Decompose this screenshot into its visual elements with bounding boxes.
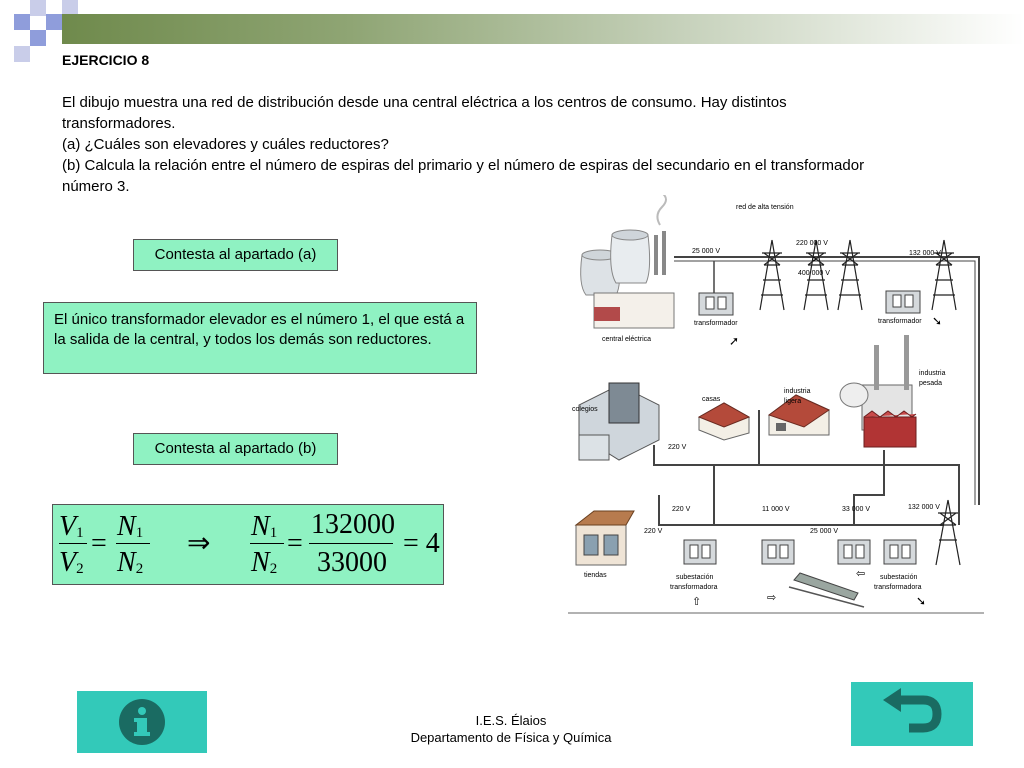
diagram-label-industria-ligera: ligera [784,398,802,405]
arrow-label-5: ⇦ [856,568,866,580]
arrow-label-6: ➘ [916,594,927,608]
formula-n2: $N_2$ [117,547,144,578]
fraction-bar [250,543,284,544]
heavy-industry-icon [840,335,916,447]
header-gradient-bar [62,14,1024,44]
formula-numerator: 132000 [311,509,395,540]
diagram-label-voltage: 132 000 V [908,504,940,511]
diagram-label-transformador: transformador [878,318,922,325]
diagram-label-transformador: transformador [694,320,738,327]
info-icon [77,691,207,753]
diagram-label-central: central eléctrica [602,336,652,343]
diagram-label-subestacion: transformadora [874,584,922,591]
formula-equals: = [91,528,107,559]
diagram-label-voltage: 400 000 V [798,270,830,277]
formula-denominator: 33000 [317,547,387,578]
schools-icon [579,383,659,460]
corner-square [46,14,62,30]
arrow-label-4: ⇨ [767,592,777,604]
footer-department: Departamento de Física y Química [410,730,612,745]
diagram-label-industria-ligera: industria [784,388,811,395]
formula-n1: $N_1$ [117,511,144,542]
arrow-label-3: ⇧ [692,596,702,608]
return-button[interactable] [851,682,973,746]
footer [380,712,642,746]
corner-square [14,46,30,62]
transformer-icon [886,291,920,313]
corner-square [14,14,30,30]
substation-transformer-icon [838,540,870,564]
diagram-label-voltage: 25 000 V [810,528,839,535]
corner-square [62,0,78,14]
arrow-label-2: ➘ [932,314,943,328]
corner-square [30,0,46,16]
formula-box [52,504,444,585]
diagram-label-voltage: o [812,256,816,263]
diagram-label-voltage: 220 000 V [796,240,828,247]
substation-transformer-icon [762,540,794,564]
diagram-label-subestacion: transformadora [670,584,718,591]
exercise-title: EJERCICIO 8 [62,52,150,68]
shops-icon [576,511,634,565]
diagram-label-voltage: 220 V [644,528,663,535]
answer-a-button[interactable]: Contesta al apartado (a) [133,239,338,271]
substation-transformer-icon [684,540,716,564]
formula-v1: $V_1$ [59,511,84,542]
answer-b-button[interactable]: Contesta al apartado (b) [133,433,338,465]
formula-n2: $N_2$ [251,547,278,578]
diagram-label-subestacion: subestación [676,574,714,581]
formula-v2: $V_2$ [59,547,84,578]
corner-square [30,30,46,46]
statement-question-b: (b) Calcula la relación entre el número de espiras del primario y el número de espiras del secundario en el transformador número 3. [62,157,865,195]
arrow-label-1: ➚ [729,334,740,348]
diagram-label-tiendas: tiendas [584,572,607,579]
footer-school: I.E.S. Élaios [475,713,547,728]
diagram-label-casas: casas [702,396,721,403]
train-icon [789,573,864,607]
diagram-label-voltage: 25 000 V [692,248,721,255]
info-button[interactable] [77,691,207,753]
exercise-statement [62,92,892,197]
diagram-label-colegios: colegios [572,406,598,413]
diagram-label-voltage: 11 000 V [762,506,790,513]
fraction-bar [309,543,393,544]
return-arrow-icon [851,682,973,746]
power-plant-icon [581,195,674,328]
substation-transformer-icon [884,540,916,564]
diagram-label-voltage: 220 V [668,444,687,451]
formula-result: = 4 [403,528,440,559]
distribution-network-diagram [564,195,990,619]
answer-a-text: El único transformador elevador es el número 1, el que está a la salida de la central, y todos los demás son reductores. [43,302,477,374]
formula-equals: = [287,528,303,559]
houses-icon [699,403,749,440]
fraction-bar [116,543,150,544]
diagram-label-industria-pesada: pesada [919,380,942,387]
diagram-label-industria-pesada: industria [919,370,946,377]
formula-implies: ⇒ [187,528,211,559]
statement-question-a: (a) ¿Cuáles son elevadores y cuáles reductores? [62,136,389,153]
diagram-title: red de alta tensión [736,204,794,211]
formula-n1: $N_1$ [251,511,278,542]
diagram-label-voltage: 220 V [672,506,691,513]
diagram-label-voltage: 33 000 V [842,506,871,513]
fraction-bar [59,543,87,544]
diagram-label-voltage: 132 000 V [909,250,941,257]
diagram-label-subestacion: subestación [880,574,918,581]
statement-line: El dibujo muestra una red de distribución desde una central eléctrica a los centros de consumo. Hay distintos transformadores. [62,94,787,132]
transformer-icon [699,261,733,315]
